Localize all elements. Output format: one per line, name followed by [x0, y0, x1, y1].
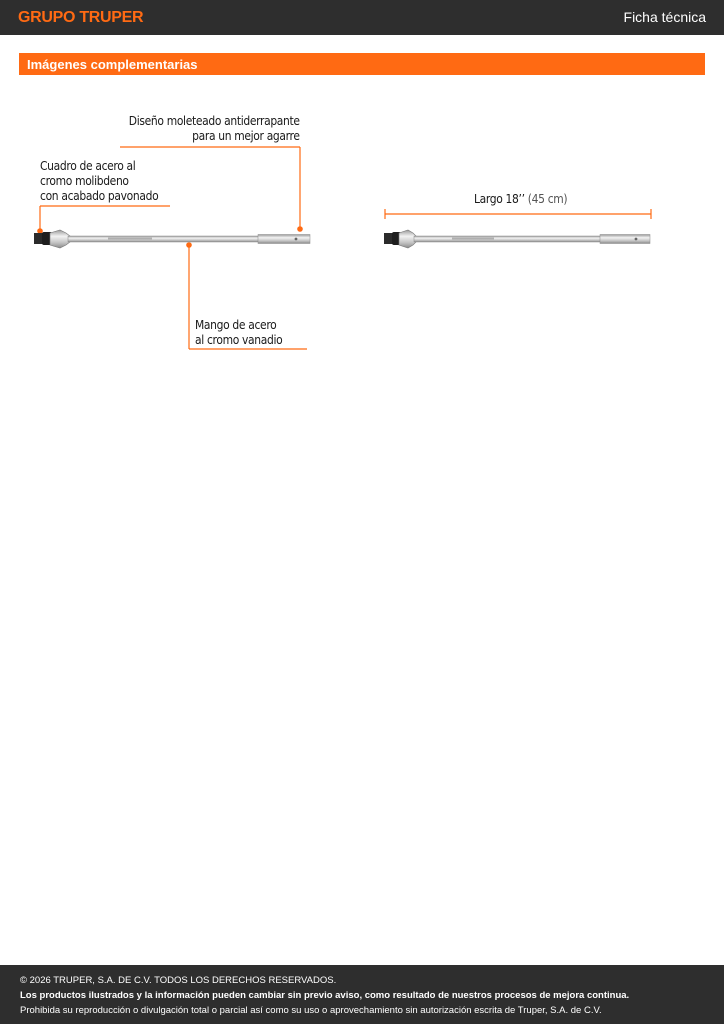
product-illustrations	[0, 0, 724, 400]
breaker-bar-right-image	[384, 230, 650, 248]
document-type: Ficha técnica	[623, 9, 706, 25]
handle-leader-line	[186, 242, 307, 349]
footer-copyright: © 2026 TRUPER, S.A. DE C.V. TODOS LOS DERECHOS RESERVADOS.	[20, 975, 337, 986]
footer-prohibition: Prohibida su reproducción o divulgación total o parcial así como su uso o aprovechamiento sin autorización escrita de Truper, S.A. de C.V.	[20, 1005, 602, 1016]
length-label: Largo 18’’	[474, 191, 525, 206]
knurled-callout-line2: para un mejor agarre	[192, 128, 300, 143]
footer-notice: Los productos ilustrados y la información pueden cambiar sin previo aviso, como resultado de nuestros procesos de mejora continua.	[20, 990, 630, 1001]
square-callout-line1: Cuadro de acero al	[40, 158, 136, 173]
brand-logo: GRUPO TRUPER	[18, 9, 144, 26]
handle-callout-line2: al cromo vanadio	[195, 332, 283, 347]
knurled-leader-line	[120, 147, 303, 232]
square-callout-line2: cromo molibdeno	[40, 173, 129, 188]
breaker-bar-left-image	[34, 230, 310, 248]
page-footer	[0, 965, 724, 1024]
handle-callout-line1: Mango de acero	[195, 317, 277, 332]
length-metric: (45 cm)	[527, 191, 568, 206]
knurled-callout-line1: Diseño moleteado antiderrapante	[129, 113, 300, 128]
section-title: Imágenes complementarias	[27, 57, 198, 72]
square-leader-line	[37, 206, 170, 234]
length-dimension-line	[385, 209, 651, 219]
square-callout-line3: con acabado pavonado	[40, 188, 159, 203]
